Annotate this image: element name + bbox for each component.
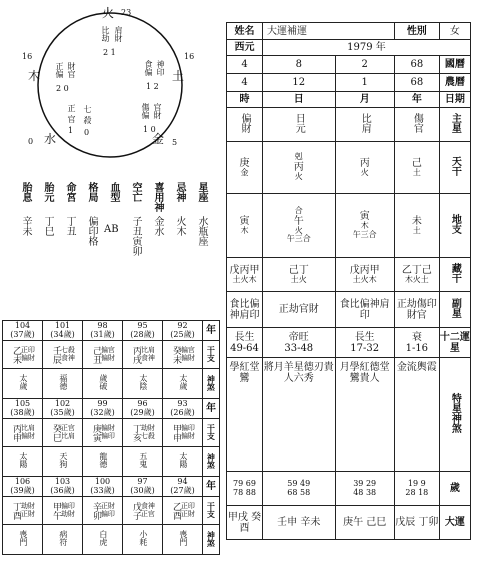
sub-1: 正劫官財 <box>263 292 336 328</box>
hidden-3: 乙丁己 木火土 <box>394 258 439 292</box>
luck-ganzhi: 丁酉 劫財 正財 <box>3 497 43 525</box>
twelve-1: 帝旺 33-48 <box>263 328 336 358</box>
hidden-2: 戊丙甲 土火木 <box>335 258 394 292</box>
luck-ganzhi: 乙酉 正印 正財 <box>163 497 203 525</box>
guo-0: 4 <box>227 56 263 74</box>
luck-ganzhi: 乙未 正印 偏財 <box>3 341 43 369</box>
luck-ganzhi-label: 干支 <box>203 341 220 369</box>
gender-value: 女 <box>439 23 470 40</box>
twelve-3: 衰 1-16 <box>394 328 439 358</box>
info-head-1: 胎元 <box>42 182 53 202</box>
luck-year-label: 年 <box>203 477 220 497</box>
luck-ganzhi: 丙申 比肩 偏財 <box>3 419 43 447</box>
twelve-2: 長生 17-32 <box>335 328 394 358</box>
shensha-0: 學紅堂鸞 <box>227 358 263 472</box>
guo-3: 68 <box>394 56 439 74</box>
luck-ganzhi: 癸巳 正官 比肩 <box>43 419 83 447</box>
info-head-0: 胎息 <box>20 182 31 202</box>
year-value: 1979 年 <box>263 40 471 56</box>
info-val-6: 金水 <box>152 216 163 236</box>
info-val-0: 辛未 <box>20 216 31 236</box>
hidden-1: 己丁 土火 <box>263 258 336 292</box>
info-head-5: 空亡 <box>130 182 141 202</box>
luck-year-label: 年 <box>203 321 220 341</box>
sub-2: 食比偏神肩印 <box>335 292 394 328</box>
luck-shensha: 太歲 <box>3 369 43 399</box>
luck-year: 98 (31歲) <box>83 321 123 341</box>
da-years-2: 39 29 48 38 <box>335 472 394 506</box>
luck-shensha: 歲破 <box>83 369 123 399</box>
luck-ganzhi: 癸未 偏官 偏財 <box>163 341 203 369</box>
luck-year: 99 (32歲) <box>83 399 123 419</box>
name-value: 大運補運 <box>263 23 395 40</box>
luck-shensha: 五鬼 <box>123 447 163 477</box>
guo-label: 國曆 <box>439 56 470 74</box>
stem-2: 丙 火 <box>335 142 394 194</box>
wheel-left-nums: 2 0 <box>56 84 69 93</box>
luck-year: 101 (34歲) <box>43 321 83 341</box>
fire-label: 火 <box>102 6 115 20</box>
col-day: 日 <box>263 92 336 108</box>
stem-label: 天干 <box>439 142 470 194</box>
luck-year-label: 年 <box>203 399 220 419</box>
wheel-left-a: 正偏 <box>55 62 64 78</box>
guo-1: 8 <box>263 56 336 74</box>
luck-year: 94 (27歲) <box>163 477 203 497</box>
nong-0: 4 <box>227 74 263 92</box>
luck-shensha-label: 神煞 <box>203 447 220 477</box>
luck-shensha: 小耗 <box>123 525 163 555</box>
luck-shensha: 天狗 <box>43 447 83 477</box>
branch-label: 地支 <box>439 194 470 258</box>
shensha-3: 金流輿霞 <box>394 358 439 472</box>
sui-label: 歲 <box>439 472 470 506</box>
luck-ganzhi: 丁亥 劫財 七殺 <box>123 419 163 447</box>
name-label: 姓名 <box>227 23 263 40</box>
gender-label: 性別 <box>394 23 439 40</box>
info-val-4: AB <box>104 224 119 235</box>
main-star-2: 比肩 <box>335 108 394 142</box>
shensha-2: 月學紅德堂鸞貴人 <box>335 358 394 472</box>
luck-shensha-label: 神煞 <box>203 525 220 555</box>
wheel-right-b: 神印 <box>156 60 165 76</box>
luck-ganzhi: 丙戌 比肩 食神 <box>123 341 163 369</box>
luck-shensha: 喪門 <box>163 525 203 555</box>
wheel-br-nums: 1 0 <box>143 125 156 134</box>
da-label: 大運 <box>439 506 470 540</box>
luck-ganzhi-label: 干支 <box>203 497 220 525</box>
wood-count: 16 <box>22 52 33 61</box>
luck-shensha: 喪門 <box>3 525 43 555</box>
shensha-1: 將月羊星德刃貴人六秀 <box>263 358 336 472</box>
info-columns <box>18 182 218 292</box>
nong-3: 68 <box>394 74 439 92</box>
luck-ganzhi: 壬辰 七殺 食神 <box>43 341 83 369</box>
luck-ganzhi-label: 干支 <box>203 419 220 447</box>
main-star-1: 日元 <box>263 108 336 142</box>
info-head-3: 格局 <box>86 182 97 202</box>
sub-0: 食比偏神肩印 <box>227 292 263 328</box>
hidden-0: 戊丙甲 土火木 <box>227 258 263 292</box>
nong-2: 1 <box>335 74 394 92</box>
luck-year: 105 (38歲) <box>3 399 43 419</box>
nong-label: 農曆 <box>439 74 470 92</box>
luck-ganzhi: 己丑 偏官 偏財 <box>83 341 123 369</box>
hidden-label: 藏干 <box>439 258 470 292</box>
wheel-top-b: 肩財 <box>114 26 123 42</box>
luck-shensha: 太陰 <box>123 369 163 399</box>
luck-ganzhi: 辛卯 正財 偏印 <box>83 497 123 525</box>
da-gz-1: 壬申 辛未 <box>263 506 336 540</box>
luck-shensha: 病符 <box>43 525 83 555</box>
da-years-1: 59 49 68 58 <box>263 472 336 506</box>
luck-ganzhi: 庚寅 偏財 偏印 <box>83 419 123 447</box>
earth-count: 16 <box>184 52 195 61</box>
wheel-br-a: 傷偏 <box>141 103 150 119</box>
info-val-8: 水瓶座 <box>196 216 207 246</box>
info-val-3: 偏印格 <box>86 216 97 246</box>
branch-0: 寅 木 <box>227 194 263 258</box>
water-label: 水 <box>44 132 57 146</box>
wheel-bottom-nums: 0 <box>84 128 90 137</box>
info-head-8: 星座 <box>196 182 207 202</box>
luck-shensha-label: 神煞 <box>203 369 220 399</box>
luck-year: 97 (30歲) <box>123 477 163 497</box>
da-gz-2: 庚午 己巳 <box>335 506 394 540</box>
main-label: 主星 <box>439 108 470 142</box>
da-gz-3: 戊辰 丁卯 <box>394 506 439 540</box>
info-head-4: 血型 <box>108 182 119 202</box>
earth-label: 土 <box>172 69 185 83</box>
luck-shensha: 龍德 <box>83 447 123 477</box>
luck-shensha: 太陽 <box>163 447 203 477</box>
branch-1: 合 午 火 午三合 <box>263 194 336 258</box>
luck-year: 103 (36歲) <box>43 477 83 497</box>
col-hour: 時 <box>227 92 263 108</box>
col-year: 年 <box>394 92 439 108</box>
sub-label: 副星 <box>439 292 470 328</box>
guo-2: 2 <box>335 56 394 74</box>
info-head-6: 喜用神 <box>152 182 163 212</box>
da-years-3: 19 9 28 18 <box>394 472 439 506</box>
wheel-top-nums: 2 1 <box>103 48 116 57</box>
info-val-5: 子丑寅卯 <box>130 216 141 256</box>
wheel-top-a: 比劫 <box>101 26 110 42</box>
water-count: 0 <box>28 137 34 146</box>
wheel-right-nums: 1 2 <box>146 82 159 91</box>
wheel-bl-b: 官 <box>67 115 76 123</box>
five-elements-wheel <box>0 0 215 175</box>
luck-ganzhi: 甲午 偏印 劫財 <box>43 497 83 525</box>
info-val-2: 丁丑 <box>64 216 75 236</box>
info-head-7: 忌神 <box>174 182 185 202</box>
metal-count: 5 <box>172 138 178 147</box>
col-month: 月 <box>335 92 394 108</box>
wheel-bottom: 七 <box>83 105 92 113</box>
luck-ganzhi: 甲申 偏印 偏財 <box>163 419 203 447</box>
bazi-chart <box>226 22 471 540</box>
twelve-0: 長生 49-64 <box>227 328 263 358</box>
annual-luck-table <box>2 320 220 555</box>
luck-shensha: 太歲 <box>163 369 203 399</box>
luck-shensha: 福德 <box>43 369 83 399</box>
metal-label: 金 <box>152 132 165 146</box>
da-years-0: 79 69 78 88 <box>227 472 263 506</box>
cols-label: 日期 <box>439 92 470 108</box>
stem-1: 剋 丙 火 <box>263 142 336 194</box>
luck-year: 92 (25歲) <box>163 321 203 341</box>
luck-shensha: 太陽 <box>3 447 43 477</box>
stem-3: 己 土 <box>394 142 439 194</box>
wheel-br-b: 官財 <box>153 103 162 119</box>
branch-2: 寅 木 午三合 <box>335 194 394 258</box>
luck-year: 104 (37歲) <box>3 321 43 341</box>
main-star-0: 偏財 <box>227 108 263 142</box>
luck-shensha: 白虎 <box>83 525 123 555</box>
luck-year: 100 (33歲) <box>83 477 123 497</box>
luck-ganzhi: 戊子 食神 正官 <box>123 497 163 525</box>
luck-year: 96 (29歲) <box>123 399 163 419</box>
wheel-bl-a: 正 <box>67 104 76 112</box>
branch-3: 未 土 <box>394 194 439 258</box>
main-star-3: 傷官 <box>394 108 439 142</box>
twelve-label: 十二運星 <box>439 328 470 358</box>
wood-label: 木 <box>28 69 41 83</box>
year-label: 西元 <box>227 40 263 56</box>
wheel-bottom-b: 殺 <box>83 116 92 124</box>
luck-year: 95 (28歲) <box>123 321 163 341</box>
nong-1: 12 <box>263 74 336 92</box>
wheel-left-b: 財官 <box>67 62 76 78</box>
sub-3: 正劫傷印財官 <box>394 292 439 328</box>
luck-year: 93 (26歲) <box>163 399 203 419</box>
info-val-1: 丁巳 <box>42 216 53 236</box>
info-val-7: 火木 <box>174 216 185 236</box>
wheel-right-a: 食偏 <box>144 60 153 76</box>
fire-count: 23 <box>121 8 132 17</box>
wheel-bl-nums: 1 <box>68 126 74 135</box>
luck-year: 106 (39歲) <box>3 477 43 497</box>
da-gz-0: 甲戌 癸酉 <box>227 506 263 540</box>
stem-0: 庚 金 <box>227 142 263 194</box>
special-label: 特星神煞 <box>439 358 470 472</box>
info-head-2: 命宮 <box>64 182 75 202</box>
luck-year: 102 (35歲) <box>43 399 83 419</box>
